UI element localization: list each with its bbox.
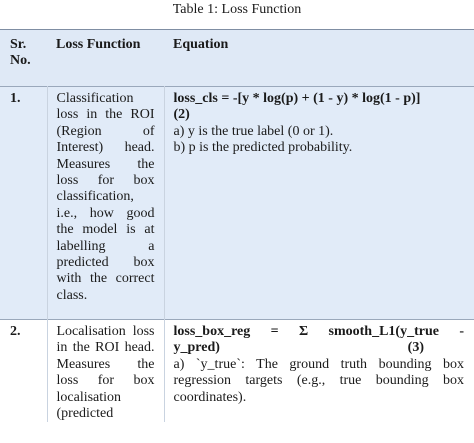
row-equation-cell bbox=[164, 87, 474, 320]
loss-function-table bbox=[0, 29, 474, 422]
equation-note: a) y is the true label (0 or 1). bbox=[173, 123, 334, 139]
row-equation-cell bbox=[164, 320, 474, 423]
equation-text: loss_cls = -[y * log(p) + (1 - y) * log(1 - p)] bbox=[173, 91, 421, 106]
header-sr-no: Sr. No. bbox=[10, 37, 31, 69]
equation-number: (2) bbox=[173, 107, 190, 123]
row-number: 1. bbox=[0, 87, 47, 320]
row-number: 2. bbox=[0, 320, 47, 423]
equation-note: a) `y_true`: The ground truth bounding box regression targets (e.g., true bounding box coordinates). bbox=[173, 356, 464, 405]
equation-note: b) p is the predicted probability. bbox=[173, 140, 353, 156]
table-header-row bbox=[0, 30, 474, 87]
equation-text: loss_box_reg = Σ smooth_L1(y_true - bbox=[173, 324, 464, 339]
equation-number: (3) bbox=[407, 340, 424, 356]
equation-text-continued: y_pred) bbox=[173, 340, 220, 356]
table-row bbox=[0, 87, 474, 320]
table-row bbox=[0, 320, 474, 423]
header-loss-function: Loss Function bbox=[56, 37, 141, 52]
row-description: Classification loss in the ROI (Region of Interest) head. Measures the loss for box classification, i.e., how good the model is at labelling a predicted box with the correct class. bbox=[47, 87, 164, 320]
table-caption: Table 1: Loss Function bbox=[172, 2, 302, 17]
header-equation: Equation bbox=[173, 37, 229, 52]
row-description: Localisation loss in the ROI head. Measures the loss for box localisation (predicted bbox=[47, 320, 164, 423]
